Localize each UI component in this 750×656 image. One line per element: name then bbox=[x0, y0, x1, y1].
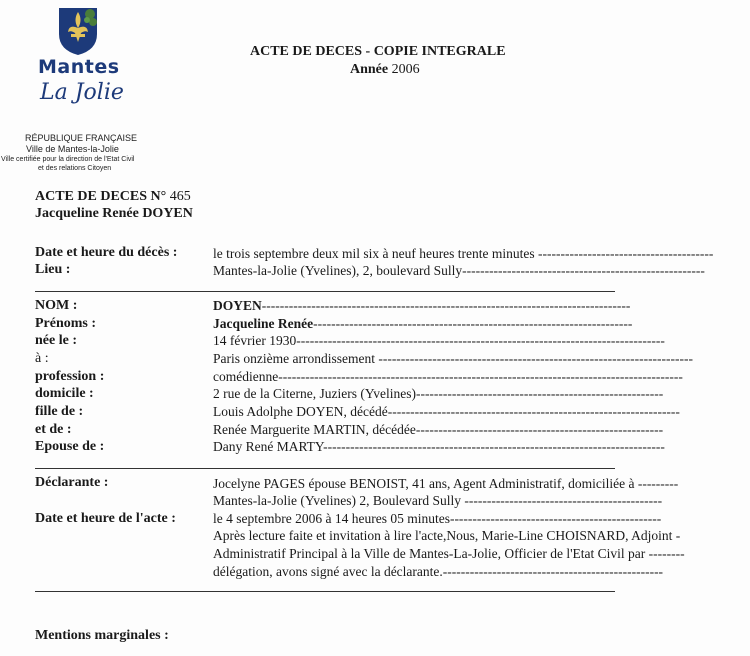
year-label: Année bbox=[350, 62, 389, 77]
acte-line-2: Après lecture faite et invitation à lire l'acte,Nous, Marie-Line CHOISNARD, Adjoint - bbox=[213, 528, 681, 543]
logo-brand-text: Mantes bbox=[38, 56, 120, 78]
declarante-line-1: Jocelyne PAGES épouse BENOIST, 41 ans, Agent Administratif, domiciliée à --------- bbox=[213, 476, 679, 491]
declarante-label: Déclarante : bbox=[35, 475, 109, 490]
etde-value: Renée Marguerite MARTIN, décédée------------------------------------------------------- bbox=[213, 422, 664, 437]
death-place-label: Lieu : bbox=[35, 262, 71, 277]
nom-value: DOYEN bbox=[213, 298, 262, 313]
acte-date-label: Date et heure de l'acte : bbox=[35, 511, 176, 526]
death-date-value: le trois septembre deux mil six à neuf heures trente minutes --------------------------------------- bbox=[213, 246, 714, 261]
nom-line bbox=[213, 298, 630, 314]
acte-line-3: Administratif Principal à la Ville de Mantes-La-Jolie, Officier de l'Etat Civil par -------- bbox=[213, 546, 685, 561]
death-place-value: Mantes-la-Jolie (Yvelines), 2, boulevard Sully------------------------------------------------------ bbox=[213, 263, 705, 278]
nee-label: née le : bbox=[35, 333, 77, 348]
etde-label: et de : bbox=[35, 422, 72, 437]
death-date-label: Date et heure du décès : bbox=[35, 245, 178, 260]
profession-value: comédienne------------------------------------------------------------------------------------------ bbox=[213, 369, 683, 384]
domicile-label: domicile : bbox=[35, 386, 94, 401]
divider bbox=[35, 468, 615, 469]
cert-line-2: et des relations Citoyen bbox=[38, 165, 112, 172]
act-number-line bbox=[35, 189, 191, 205]
divider bbox=[35, 591, 615, 592]
prenoms-label: Prénoms : bbox=[35, 316, 97, 331]
act-number-label: ACTE DE DECES N° bbox=[35, 189, 167, 204]
profession-label: profession : bbox=[35, 369, 105, 384]
year-value: 2006 bbox=[391, 62, 420, 77]
act-number-value: 465 bbox=[169, 189, 191, 204]
acte-line-4: délégation, avons signé avec la déclarante.------------------------------------------------- bbox=[213, 564, 664, 579]
nee-value: 14 février 1930---------------------------------------------------------------------------------- bbox=[213, 333, 665, 348]
page-title: ACTE DE DECES - COPIE INTEGRALE bbox=[250, 44, 506, 59]
city-label: Ville de Mantes-la-Jolie bbox=[26, 144, 119, 154]
republic-label: RÉPUBLIQUE FRANÇAISE bbox=[25, 133, 138, 143]
a-label: à : bbox=[35, 351, 49, 366]
prenoms-value: Jacqueline Renée bbox=[213, 316, 314, 331]
fille-value: Louis Adolphe DOYEN, décédé----------------------------------------------------------------- bbox=[213, 404, 680, 419]
domicile-value: 2 rue de la Citerne, Juziers (Yvelines)------------------------------------------------------- bbox=[213, 386, 664, 401]
epouse-label: Epouse de : bbox=[35, 439, 105, 454]
fille-label: fille de : bbox=[35, 404, 84, 419]
mentions-label: Mentions marginales : bbox=[35, 628, 169, 643]
fleur-de-lis-logo-icon bbox=[57, 6, 99, 56]
logo-script-text: La Jolie bbox=[40, 80, 124, 105]
acte-line-1: le 4 septembre 2006 à 14 heures 05 minutes----------------------------------------------- bbox=[213, 511, 662, 526]
a-value: Paris onzième arrondissement ---------------------------------------------------------------------- bbox=[213, 351, 694, 366]
prenoms-dashes: ----------------------------------------------------------------------- bbox=[313, 316, 633, 331]
nom-dashes: ---------------------------------------------------------------------------------- bbox=[261, 298, 631, 313]
year-line bbox=[350, 62, 420, 78]
divider bbox=[35, 291, 615, 292]
cert-line-1: Ville certifiée pour la direction de l'Etat Civil bbox=[1, 156, 135, 163]
epouse-value: Dany René MARTY---------------------------------------------------------------------------- bbox=[213, 439, 665, 454]
nom-label: NOM : bbox=[35, 298, 78, 313]
declarante-line-2: Mantes-la-Jolie (Yvelines) 2, Boulevard Sully -------------------------------------------- bbox=[213, 493, 663, 508]
prenoms-line bbox=[213, 316, 632, 332]
act-person-name: Jacqueline Renée DOYEN bbox=[35, 206, 193, 221]
